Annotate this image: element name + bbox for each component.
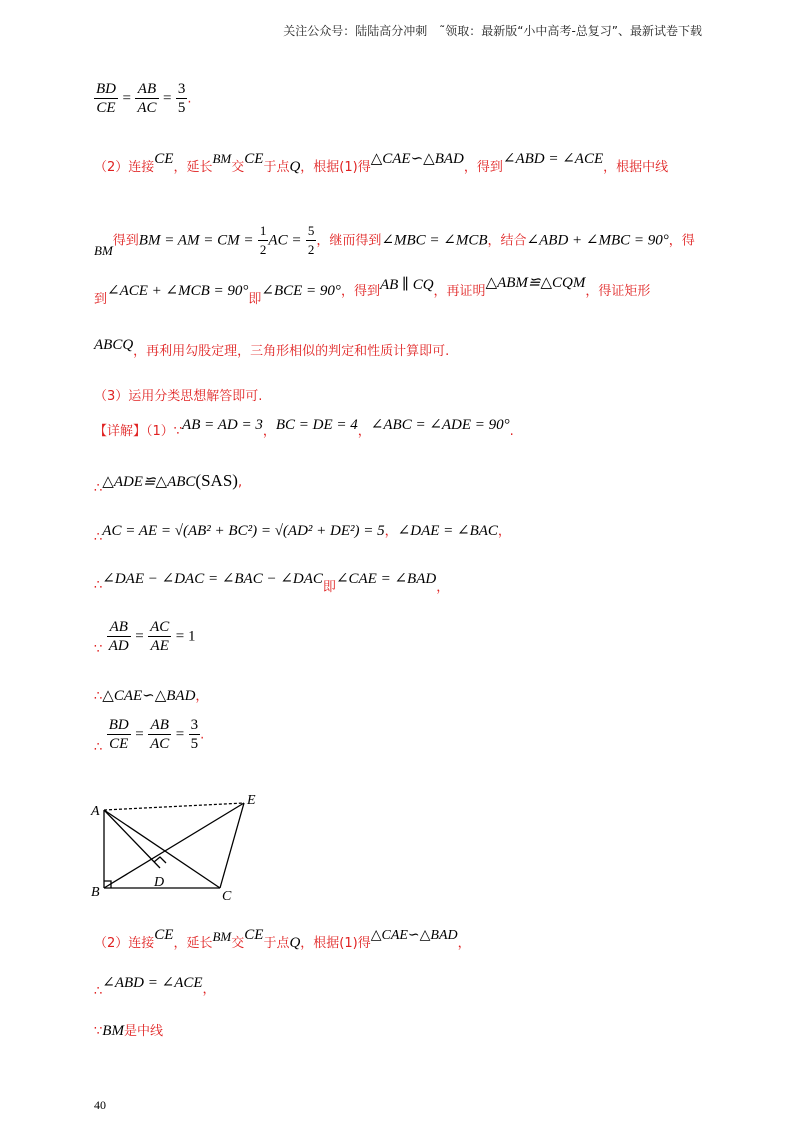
page-number: 40	[94, 1098, 106, 1112]
line-11: ∵ $\frac{AB}{AD}$ = $\frac{AC}{AE}$ = 1	[94, 619, 196, 657]
fraction: $\frac{3}{5}$	[177, 81, 186, 116]
label-b: B	[91, 885, 100, 900]
fraction: $\frac{AB}{AC}$	[137, 81, 157, 116]
page-header: 关注公众号：陆陆高分冲刺 ˜领取：最新版“小中高考-总复习”、最新试卷下载	[283, 24, 702, 38]
line-7: 【详解】（1）∵AB = AD = 3，BC = DE = 4，∠ABC = ∠ADE = 90°.	[94, 417, 514, 439]
line-5: ABCQ，再利用勾股定理，三角形相似的判定和性质计算即可.	[94, 337, 450, 359]
fraction: $\frac{BD}{CE}$	[96, 81, 116, 116]
line-12: ∴△CAE∽△BAD，	[94, 688, 209, 704]
line-6: （3）运用分类思想解答即可.	[94, 389, 263, 404]
fraction: $\frac{BD}{CE}$	[108, 717, 129, 752]
line-2: （2）连接CE，延长BM交CE于点Q，根据(1)得△CAE∽△BAD，得到∠ABD = ∠ACE，根据中线	[94, 151, 669, 175]
fraction: $\frac{3}{5}$	[190, 717, 199, 752]
line-13: ∴ $\frac{BD}{CE}$ = $\frac{AB}{AC}$ = $\frac{3}{5}$ .	[94, 717, 205, 755]
fraction: $\frac{AB}{AC}$	[150, 717, 170, 752]
fraction: $\frac{5}{2}$	[307, 223, 315, 257]
line-3: BM得到BM = AM = CM = $\frac{1}{2}$ AC = $\frac{5}{2}$ ，继而得到∠MBC = ∠MCB，结合∠ABD + ∠MBC = 90°，得	[94, 223, 695, 258]
label-a: A	[91, 804, 100, 819]
line-9: ∴AC = AE = √(AB² + BC²) = √(AD² + DE²) = 5，∠DAE = ∠BAC，	[94, 523, 511, 545]
line-14: （2）连接CE，延长BM交CE于点Q，根据(1)得△CAE∽△BAD，	[94, 927, 471, 951]
line-1: $\frac{BD}{CE}$ = $\frac{AB}{AC}$ = $\frac{3}{5}$ .	[96, 81, 192, 116]
label-e: E	[247, 793, 256, 808]
label-c: C	[222, 889, 232, 904]
line-15: ∴∠ABD = ∠ACE，	[94, 975, 216, 999]
fraction: $\frac{AC}{AE}$	[150, 619, 170, 654]
segment-ae	[104, 803, 244, 810]
geometry-figure	[88, 790, 278, 906]
fraction: $\frac{1}{2}$	[259, 223, 267, 257]
label-d: D	[154, 875, 165, 890]
right-angle-d	[154, 857, 166, 863]
line-16: ∵BM是中线	[94, 1023, 163, 1039]
fraction: $\frac{AB}{AD}$	[108, 619, 129, 654]
line-10: ∴∠DAE − ∠DAC = ∠BAC − ∠DAC即∠CAE = ∠BAD，	[94, 571, 450, 595]
line-8: ∴△ADE≌△ABC(SAS),	[94, 471, 243, 496]
line-4: 到∠ACE + ∠MCB = 90°即∠BCE = 90°，得到AB ∥ CQ，再证明△ABM≌△CQM，得证矩形	[94, 275, 651, 307]
